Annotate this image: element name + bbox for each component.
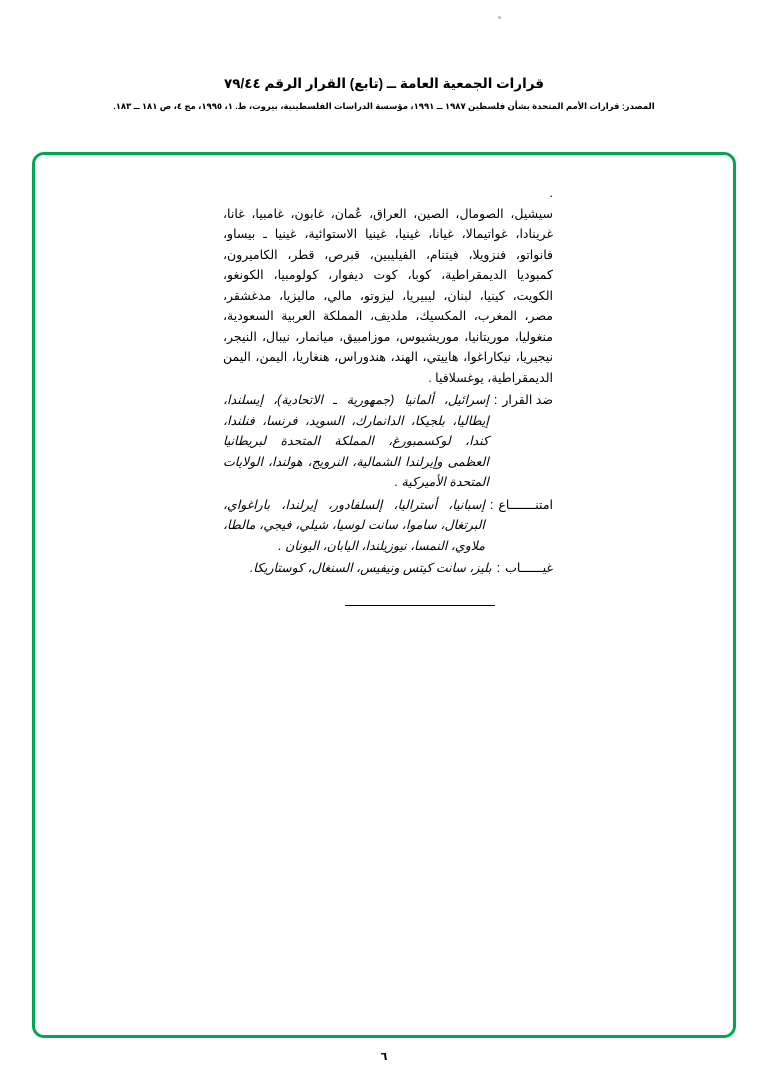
page-footer bbox=[0, 1050, 768, 1063]
vote-colon-abstain: : bbox=[489, 497, 494, 512]
page-number: ٦ bbox=[380, 1051, 388, 1063]
in-favour-country-list: سيشيل، الصومال، الصين، العراق، عُمان، غابون، غامبيا، غانا، غرينادا، غواتيمالا، غيانا، غينيا، غينيا الاستوائية، غينيا ـ بيساو، فانواتو، فنزويلا، فيتنام، الفيليبين، قبرص، قطر، الكاميرون، كمبوديا الديمقراطية، كوبا، كوت ديفوار، كولومبيا، الكونغو، الكويت، كينيا، لبنان، ليبيريا، ليزوتو، مالي، ماليزيا، مدغشقر، مصر، المغرب، المكسيك، ملديف، المملكة العربية السعودية، منغوليا، موريتانيا، موريشيوس، موزامبيق، ميانمار، نيبال، النيجر، نيجيريا، نيكاراغوا، هاييتي، الهند، هندوراس، هنغاريا، اليمن، اليمن الديمقراطية، يوغسلافيا . bbox=[223, 206, 553, 385]
vote-group-abstain bbox=[223, 495, 553, 557]
vote-label-against: ضد القرار bbox=[502, 393, 553, 407]
green-border-frame bbox=[32, 152, 736, 1038]
page-header bbox=[0, 76, 768, 112]
vote-colon-against: : bbox=[493, 393, 498, 407]
source-line: المصدر: قرارات الأمم المتحدة بشأن فلسطين ١٩٨٧ ــ ١٩٩١، مؤسسة الدراسات الفلسطينية، بيروت، ط. ١، ١٩٩٥، مج ٤، ص ١٨١ ــ ١٨٣. bbox=[113, 101, 655, 111]
vote-group-against bbox=[223, 390, 553, 493]
horizontal-rule bbox=[345, 605, 495, 606]
document-body bbox=[223, 183, 553, 606]
leading-dot: . bbox=[549, 186, 553, 200]
vote-countries-abstain: إسبانيا، أستراليا، إلسلفادور، إيرلندا، باراغواي، البرتغال، ساموا، سانت لوسيا، شيلي، فيجي، مالطا، ملاوي، النمسا، نيوزيلندا، اليابان، اليونان . bbox=[223, 497, 485, 553]
page-title: قرارات الجمعية العامة ــ (تابع) القرار الرقم ٧٩/٤٤ bbox=[224, 76, 544, 91]
vote-colon-absent: : bbox=[496, 561, 501, 575]
vote-countries-against: إسرائيل، ألمانيا (جمهورية ـ الاتحادية)، إيسلندا، إيطاليا، بلجيكا، الدانمارك، السويد، فرنسا، فنلندا، كندا، لوكسمبورغ، المملكة المتحدة لبريطانيا العظمى وإيرلندا الشمالية، النرويج، هولندا، الولايات المتحدة الأميركية . bbox=[223, 393, 489, 489]
vote-countries-absent: بليز، سانت كيتس ونيفيس، السنغال، كوستاريكا. bbox=[249, 561, 492, 575]
vote-group-absent bbox=[223, 558, 553, 579]
vote-label-abstain: امتنـــــــاع bbox=[498, 497, 553, 512]
vote-label-absent: غيــــــاب bbox=[505, 561, 553, 575]
page-artifact-dot bbox=[498, 16, 501, 19]
